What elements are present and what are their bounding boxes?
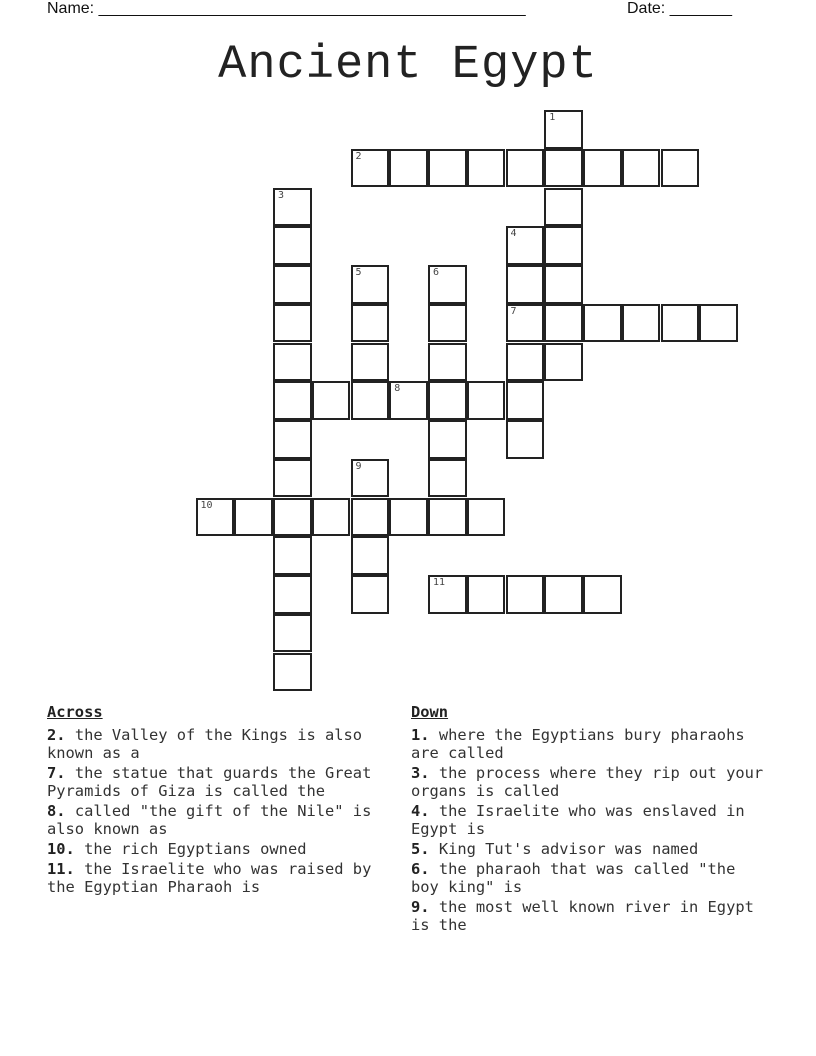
crossword-cell[interactable] bbox=[273, 536, 312, 575]
clue-down-4 bbox=[411, 802, 766, 838]
clue-text: where the Egyptians bury pharaohs are called bbox=[411, 726, 745, 762]
crossword-cell[interactable] bbox=[351, 149, 390, 188]
crossword-cell[interactable] bbox=[234, 498, 273, 537]
crossword-cell[interactable] bbox=[544, 149, 583, 188]
crossword-cell[interactable] bbox=[273, 575, 312, 614]
clue-across-2 bbox=[47, 726, 402, 762]
clue-number: 6. bbox=[411, 860, 430, 878]
crossword-cell[interactable] bbox=[661, 304, 700, 343]
clue-text: the Israelite who was raised by the Egyptian Pharaoh is bbox=[47, 860, 372, 896]
crossword-cell[interactable] bbox=[273, 343, 312, 382]
clue-number: 2. bbox=[47, 726, 66, 744]
crossword-cell[interactable] bbox=[389, 498, 428, 537]
crossword-cell[interactable] bbox=[661, 149, 700, 188]
clue-down-3 bbox=[411, 764, 766, 800]
crossword-cell[interactable] bbox=[273, 653, 312, 692]
crossword-cell[interactable] bbox=[389, 149, 428, 188]
crossword-cell[interactable] bbox=[273, 304, 312, 343]
crossword-cell[interactable] bbox=[351, 459, 390, 498]
clue-number: 1. bbox=[411, 726, 430, 744]
crossword-cell[interactable] bbox=[506, 575, 545, 614]
clue-number: 4. bbox=[411, 802, 430, 820]
clue-number: 7. bbox=[47, 764, 66, 782]
crossword-cell[interactable] bbox=[506, 265, 545, 304]
crossword-cell[interactable] bbox=[351, 498, 390, 537]
crossword-cell[interactable] bbox=[544, 110, 583, 149]
crossword-cell[interactable] bbox=[467, 149, 506, 188]
crossword-cell[interactable] bbox=[506, 226, 545, 265]
crossword-cell[interactable] bbox=[467, 575, 506, 614]
crossword-cell[interactable] bbox=[428, 459, 467, 498]
clue-across-10 bbox=[47, 840, 402, 858]
clue-down-1 bbox=[411, 726, 766, 762]
name-field-label: Name: ________________________________________________ bbox=[47, 0, 526, 17]
cell-number: 5 bbox=[355, 267, 362, 278]
crossword-cell[interactable] bbox=[273, 381, 312, 420]
crossword-cell[interactable] bbox=[312, 498, 351, 537]
crossword-cell[interactable] bbox=[196, 498, 235, 537]
crossword-cell[interactable] bbox=[312, 381, 351, 420]
crossword-cell[interactable] bbox=[273, 614, 312, 653]
crossword-cell[interactable] bbox=[583, 304, 622, 343]
crossword-cell[interactable] bbox=[583, 575, 622, 614]
crossword-cell[interactable] bbox=[467, 498, 506, 537]
clue-number: 5. bbox=[411, 840, 430, 858]
crossword-cell[interactable] bbox=[699, 304, 738, 343]
crossword-cell[interactable] bbox=[428, 420, 467, 459]
crossword-cell[interactable] bbox=[351, 304, 390, 343]
cell-number: 3 bbox=[278, 189, 285, 201]
cell-number: 8 bbox=[394, 383, 401, 395]
crossword-cell[interactable] bbox=[273, 498, 312, 537]
clue-number: 11. bbox=[47, 860, 75, 878]
clue-text: the Valley of the Kings is also known as a bbox=[47, 726, 363, 762]
crossword-cell[interactable] bbox=[506, 343, 545, 382]
crossword-cell[interactable] bbox=[622, 149, 661, 188]
cell-number: 4 bbox=[510, 228, 517, 240]
crossword-cell[interactable] bbox=[544, 304, 583, 343]
crossword-cell[interactable] bbox=[544, 575, 583, 614]
clue-number: 10. bbox=[47, 840, 75, 858]
crossword-cell[interactable] bbox=[273, 188, 312, 227]
crossword-cell[interactable] bbox=[544, 343, 583, 382]
crossword-cell[interactable] bbox=[428, 304, 467, 343]
crossword-cell[interactable] bbox=[351, 575, 390, 614]
crossword-cell[interactable] bbox=[506, 420, 545, 459]
cell-number: 7 bbox=[510, 305, 517, 317]
across-clues bbox=[47, 703, 402, 898]
page-title: Ancient Egypt bbox=[218, 39, 598, 92]
crossword-cell[interactable] bbox=[506, 304, 545, 343]
crossword-cell[interactable] bbox=[428, 575, 467, 614]
crossword-cell[interactable] bbox=[544, 188, 583, 227]
clue-number: 8. bbox=[47, 802, 66, 820]
clue-down-6 bbox=[411, 860, 766, 896]
crossword-cell[interactable] bbox=[351, 381, 390, 420]
crossword-cell[interactable] bbox=[351, 265, 390, 304]
crossword-cell[interactable] bbox=[544, 226, 583, 265]
crossword-cell[interactable] bbox=[583, 149, 622, 188]
crossword-cell[interactable] bbox=[428, 149, 467, 188]
crossword-cell[interactable] bbox=[389, 381, 428, 420]
clue-text: the statue that guards the Great Pyramids of Giza is called the bbox=[47, 764, 372, 800]
clue-text: the process where they rip out your organs is called bbox=[411, 764, 764, 800]
clue-number: 3. bbox=[411, 764, 430, 782]
crossword-cell[interactable] bbox=[273, 265, 312, 304]
crossword-cell[interactable] bbox=[506, 381, 545, 420]
cell-number: 6 bbox=[433, 267, 440, 278]
across-heading: Across bbox=[47, 703, 103, 721]
clue-text: King Tut's advisor was named bbox=[438, 840, 699, 858]
crossword-cell[interactable] bbox=[506, 149, 545, 188]
cell-number: 1 bbox=[549, 112, 556, 123]
down-clues bbox=[411, 703, 766, 936]
crossword-cell[interactable] bbox=[273, 226, 312, 265]
date-field-label: Date: _______ bbox=[627, 0, 732, 17]
crossword-cell[interactable] bbox=[428, 343, 467, 382]
cell-number: 2 bbox=[355, 150, 362, 162]
clue-number: 9. bbox=[411, 898, 430, 916]
crossword-cell[interactable] bbox=[273, 459, 312, 498]
cell-number: 10 bbox=[200, 499, 213, 511]
crossword-cell[interactable] bbox=[351, 343, 390, 382]
crossword-cell[interactable] bbox=[428, 381, 467, 420]
clue-text: the pharaoh that was called "the boy king" is bbox=[411, 860, 736, 896]
crossword-cell[interactable] bbox=[351, 536, 390, 575]
clue-across-11 bbox=[47, 860, 402, 896]
down-heading: Down bbox=[411, 703, 449, 721]
clue-across-8 bbox=[47, 802, 402, 838]
crossword-cell[interactable] bbox=[428, 265, 467, 304]
crossword-cell[interactable] bbox=[622, 304, 661, 343]
crossword-cell[interactable] bbox=[544, 265, 583, 304]
clue-down-5 bbox=[411, 840, 766, 858]
clue-text: the most well known river in Egypt is the bbox=[411, 898, 754, 934]
cell-number: 11 bbox=[433, 577, 446, 588]
clue-text: the rich Egyptians owned bbox=[84, 840, 307, 858]
clue-text: the Israelite who was enslaved in Egypt is bbox=[411, 802, 745, 838]
crossword-cell[interactable] bbox=[467, 381, 506, 420]
crossword-cell[interactable] bbox=[273, 420, 312, 459]
cell-number: 9 bbox=[355, 460, 362, 472]
clue-text: called "the gift of the Nile" is also known as bbox=[47, 802, 372, 838]
clue-down-9 bbox=[411, 898, 766, 934]
clue-across-7 bbox=[47, 764, 402, 800]
crossword-cell[interactable] bbox=[428, 498, 467, 537]
